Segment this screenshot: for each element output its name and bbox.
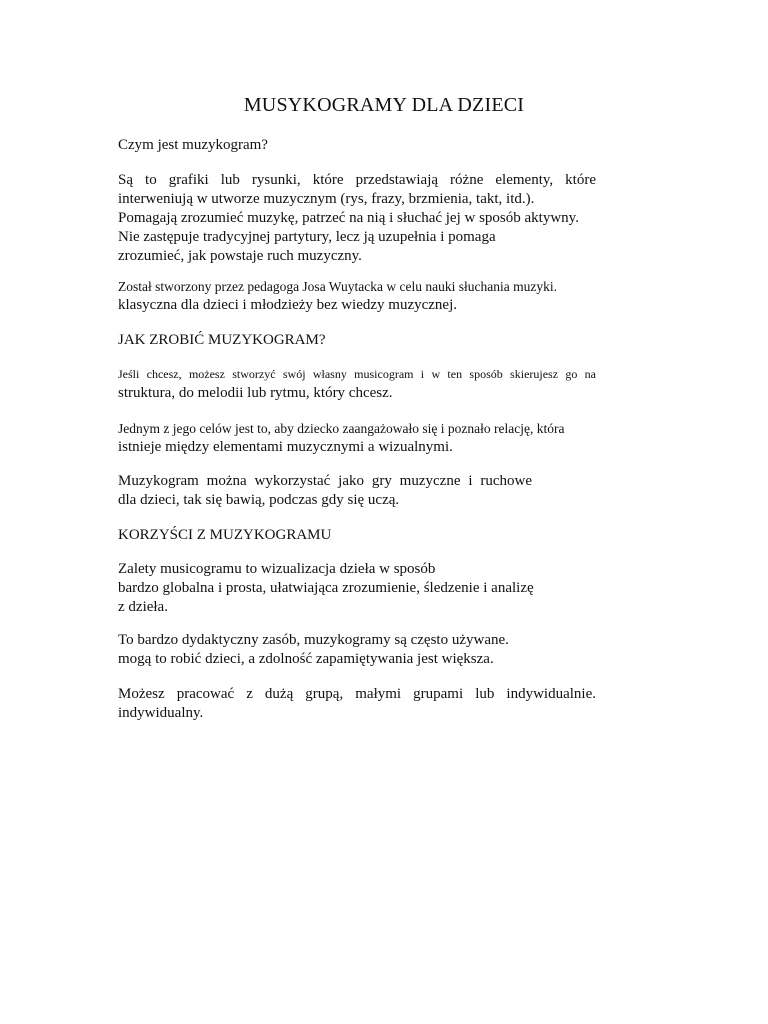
paragraph-line: To bardzo dydaktyczny zasób, muzykogramy są często używane. (118, 632, 509, 648)
paragraph-line: istnieje między elementami muzycznymi a wizualnymi. (118, 439, 453, 455)
section-heading-benefits (118, 526, 596, 545)
paragraph-line: zrozumieć, jak powstaje ruch muzyczny. (118, 248, 362, 264)
document-title: MUSYKOGRAMY DLA DZIECI (243, 94, 525, 116)
paragraph-games (118, 472, 532, 510)
paragraph-line: Zalety musicogramu to wizualizacja dzieła w sposób (118, 561, 436, 577)
question-heading: Czym jest muzykogram? (118, 137, 268, 153)
paragraph-line: Muzykogram można wykorzystać jako gry muzyczne i ruchowe (118, 473, 532, 489)
paragraph-line: klasyczna dla dzieci i młodzieży bez wiedzy muzycznej. (118, 297, 458, 313)
paragraph-create (118, 365, 596, 403)
paragraph-line: mogą to robić dzieci, a zdolność zapamiętywania jest większa. (118, 651, 494, 667)
section-question (118, 136, 596, 155)
paragraph-line: Możesz pracować z dużą grupą, małymi grupami lub indywidualnie. (118, 686, 596, 702)
paragraph-definition (118, 171, 596, 266)
paragraph-origin (118, 277, 596, 315)
section-heading: KORZYŚCI Z MUZYKOGRAMU (118, 527, 332, 543)
paragraph-line: interweniują w utworze muzycznym (rys, frazy, brzmienia, takt, itd.). (118, 191, 535, 207)
paragraph-line: dla dzieci, tak się bawią, podczas gdy się uczą. (118, 492, 400, 508)
paragraph-didactic (118, 631, 596, 669)
paragraph-line: Został stworzony przez pedagoga Josa Wuytacka w celu nauki słuchania muzyki. (118, 279, 557, 294)
paragraph-line: z dzieła. (118, 599, 168, 615)
paragraph-goal (118, 419, 596, 457)
paragraph-line: indywidualny. (118, 705, 204, 721)
paragraph-line: bardzo globalna i prosta, ułatwiająca zrozumienie, śledzenie i analizę (118, 580, 534, 596)
paragraph-line: Jednym z jego celów jest to, aby dziecko zaangażowało się i poznało relację, która (118, 421, 565, 436)
paragraph-advantages (118, 560, 596, 617)
paragraph-line: struktura, do melodii lub rytmu, który chcesz. (118, 385, 393, 401)
paragraph-line: Jeśli chcesz, możesz stworzyć swój własny musicogram i w ten sposób skierujesz go na (118, 367, 596, 381)
paragraph-line: Pomagają zrozumieć muzykę, patrzeć na nią i słuchać jej w sposób aktywny. (118, 210, 579, 226)
paragraph-line: Nie zastępuje tradycyjnej partytury, lecz ją uzupełnia i pomaga (118, 229, 496, 245)
paragraph-line: Są to grafiki lub rysunki, które przedstawiają różne elementy, które (118, 172, 596, 188)
section-heading-how (118, 331, 596, 350)
paragraph-groups (118, 685, 596, 723)
section-heading: JAK ZROBIĆ MUZYKOGRAM? (118, 332, 326, 348)
